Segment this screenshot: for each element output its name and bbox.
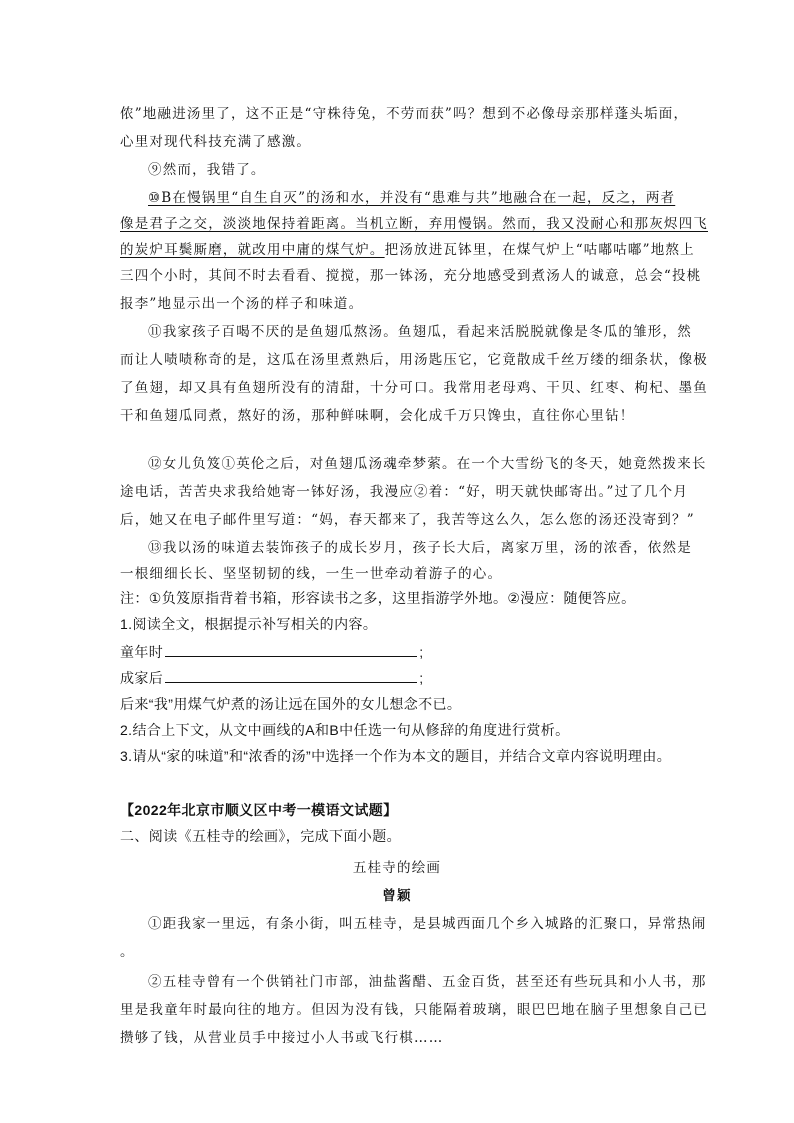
passage-text: 把汤放进瓦钵里，在煤气炉上“咕嘟咕嘟”地熬上 — [384, 242, 695, 258]
prompt-label: 童年时 — [120, 644, 164, 660]
passage-line: 途电话，苦苦央求我给她寄一钵好汤，我漫应②着：“好，明天就快邮寄出。”过了几个月 — [120, 484, 689, 500]
passage-line: 了鱼翅，却又具有鱼翅所没有的清甜，十分可口。我常用老母鸡、干贝、红枣、枸杞、墨鱼 — [120, 380, 708, 396]
answer-line-married — [120, 668, 424, 688]
question-3: 3.请从“家的味道”和“浓香的汤”中选择一个作为本文的题目，并结合文章内容说明理由。 — [120, 748, 672, 764]
passage-line: 报李”地显示出一个汤的样子和味道。 — [120, 296, 364, 312]
article-title: 五桂寺的绘画 — [352, 860, 442, 876]
passage-line: 。 — [120, 944, 135, 960]
section-instruction: 二、阅读《五桂寺的绘画》，完成下面小题。 — [120, 828, 401, 844]
passage-line: ⑨然而，我错了。 — [148, 162, 266, 178]
passage-line: 干和鱼翅瓜同煮，熬好的汤，那种鲜味啊，会化成千万只馋虫，直往你心里钻！ — [120, 408, 635, 424]
passage-line: ②五桂寺曾有一个供销社门市部，油盐酱醋、五金百货，甚至还有些玩具和小人书，那 — [148, 974, 707, 990]
passage-line: 一根细细长长、坚坚韧韧的线，一生一世牵动着游子的心。 — [120, 566, 503, 582]
section-header: 【2022年北京市顺义区中考一模语文试题】 — [120, 802, 398, 818]
answer-text: 后来“我”用煤气炉煮的汤让远在国外的女儿想念不已。 — [120, 696, 462, 712]
passage-line: 三四个小时，其间不时去看看、搅搅，那一钵汤，充分地感受到煮汤人的诚意，总会“投桃 — [120, 268, 702, 284]
passage-line: ⑫女儿负笈①英伦之后，对鱼翅瓜汤魂牵梦萦。在一个大雪纷飞的冬天，她竟然拨来长 — [148, 456, 707, 472]
answer-line-childhood — [120, 642, 424, 662]
underlined-sentence-b: 的炭炉耳鬓厮磨，就改用中庸的煤气炉。 — [120, 242, 385, 258]
answer-blank[interactable] — [165, 670, 417, 683]
prompt-end: ; — [419, 670, 424, 686]
question-2: 2.结合上下文，从文中画线的A和B中任选一句从修辞的角度进行赏析。 — [120, 722, 570, 738]
answer-blank[interactable] — [165, 644, 417, 657]
passage-line: 后，她又在电子邮件里写道：“妈，春天都来了，我苦等这么久，怎么您的汤还没寄到？” — [120, 512, 695, 528]
passage-line: 攒够了钱，从营业员手中接过小人书或飞行棋…… — [120, 1030, 444, 1046]
passage-line: 侬”地融进汤里了，这不正是“守株待兔，不劳而获”吗？想到不必像母亲那样蓬头垢面， — [120, 106, 689, 122]
article-author: 曾颖 — [382, 888, 412, 904]
prompt-end: ; — [419, 644, 424, 660]
underlined-sentence-b: ⑩B在慢锅里“自生自灭”的汤和水，并没有“患难与共”地融合在一起，反之，两者 — [148, 190, 676, 206]
passage-line — [120, 238, 695, 258]
passage-line: 心里对现代科技充满了感激。 — [120, 134, 312, 150]
passage-line: ⑪我家孩子百喝不厌的是鱼翅瓜熬汤。鱼翅瓜，看起来活脱脱就像是冬瓜的雏形，然 — [148, 324, 692, 340]
footnote: 注：①负笈原指背着书箱，形容读书之多，这里指游学外地。②漫应：随便答应。 — [120, 590, 636, 606]
question-1: 1.阅读全文，根据提示补写相关的内容。 — [120, 616, 378, 632]
passage-line: ①距我家一里远，有条小街，叫五桂寺，是县城西面几个乡入城路的汇聚口，异常热闹 — [148, 916, 707, 932]
passage-line: ⑬我以汤的味道去装饰孩子的成长岁月，孩子长大后，离家万里，汤的浓香，依然是 — [148, 540, 692, 556]
underlined-sentence-b: 像是君子之交，淡淡地保持着距离。当机立断，弃用慢锅。然而，我又没耐心和那灰烬四飞 — [120, 216, 708, 232]
passage-line: 而让人啧啧称奇的是，这瓜在汤里煮熟后，用汤匙压它，它竟散成千丝万缕的细条状，像极 — [120, 352, 708, 368]
passage-line: 里是我童年时最向往的地方。但因为没有钱，只能隔着玻璃，眼巴巴地在脑子里想象自己已 — [120, 1002, 708, 1018]
prompt-label: 成家后 — [120, 670, 164, 686]
